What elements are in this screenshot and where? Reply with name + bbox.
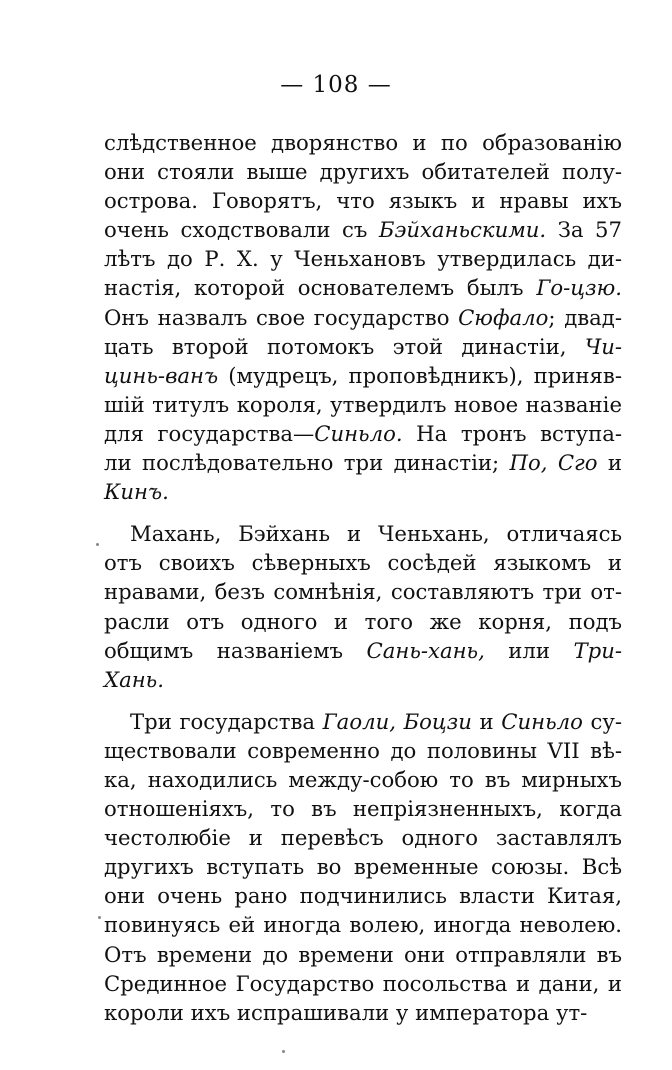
text-segment: нравами, безъ сомнѣнія, составляютъ три от- (104, 579, 622, 605)
text-segment: На тронъ вступа- (402, 420, 622, 446)
text-segment: повинуясь ей иногда волею, иногда неволею. (104, 912, 622, 938)
text-segment: Махань, Бэйхань и Ченьхань, отличаясь (130, 521, 622, 547)
text-segment: короли ихъ испрашивали у императора ут- (104, 999, 588, 1025)
text-segment: острова. Говорятъ, что языкъ и нравы ихъ (104, 188, 622, 214)
text-line (104, 969, 622, 998)
text-line (104, 940, 622, 969)
italic-segment: Три- (573, 637, 622, 663)
italic-segment: Гаоли, Боцзи (322, 708, 472, 734)
print-speck (282, 1050, 285, 1053)
text-segment: Онъ назвалъ свое государство (104, 304, 459, 330)
text-segment: для государства— (104, 420, 315, 446)
text-line (104, 665, 622, 694)
text-line (104, 215, 622, 244)
italic-segment: Кинъ. (104, 479, 169, 505)
text-line (104, 157, 622, 186)
text-segment: очень сходствовали съ (104, 217, 379, 243)
text-line (104, 998, 622, 1027)
italic-segment: Го-цзю. (536, 275, 622, 301)
text-line (104, 519, 622, 548)
paragraph-gap (104, 506, 622, 519)
text-line (104, 419, 622, 448)
text-line (104, 332, 622, 361)
italic-segment: Синьло. (314, 420, 403, 446)
text-line (104, 577, 622, 606)
text-line (104, 794, 622, 823)
text-segment: честолюбіе и перевѣсъ одного заставлялъ (104, 825, 622, 851)
text-line (104, 303, 622, 332)
text-line (104, 448, 622, 477)
text-segment: (мудрецъ, проповѣдникъ), приняв- (218, 362, 622, 388)
italic-segment: Синьло (501, 708, 583, 734)
text-segment: общимъ названіемъ (104, 637, 367, 663)
text-segment: отъ своихъ сѣверныхъ сосѣдей языкомъ и (104, 550, 622, 576)
body-text (104, 128, 622, 1027)
text-line (104, 244, 622, 273)
text-line (104, 186, 622, 215)
text-segment: Срединное Государство посольства и дани, и (104, 970, 622, 996)
text-segment: ществовали современно до половины VII вѣ- (104, 737, 622, 763)
text-segment: и (597, 450, 622, 476)
text-segment: они очень рано подчинились власти Китая, (104, 883, 622, 909)
text-segment: настія, которой основателемъ былъ (104, 275, 537, 301)
text-segment: слѣдственное дворянство и по образованію (104, 130, 622, 155)
text-line (104, 636, 622, 665)
italic-segment: Бэйханьскими. (378, 217, 547, 243)
text-line (104, 707, 622, 736)
italic-segment: Сань-хань, (366, 637, 485, 663)
text-segment: другихъ вступать во временные союзы. Всѣ (104, 854, 622, 880)
italic-segment: Сюфало (458, 304, 549, 330)
text-segment: су- (582, 708, 622, 734)
text-line (104, 548, 622, 577)
text-line (104, 607, 622, 636)
text-segment: и (471, 708, 502, 734)
italic-segment: цинь-ванъ (104, 362, 219, 388)
text-segment: ли послѣдовательно три династіи; (104, 450, 510, 476)
print-speck (98, 916, 101, 919)
text-segment: ; двад- (548, 304, 622, 330)
page-number: — 108 — (280, 72, 392, 98)
text-segment: расли отъ одного и того же корня, подъ (104, 608, 622, 634)
text-segment: За 57 (546, 217, 623, 243)
text-segment: ка, находились между-собою то въ мирныхъ (104, 766, 622, 792)
text-segment: Три государства (130, 708, 323, 734)
italic-segment: Хань. (104, 666, 164, 692)
text-segment: или (484, 637, 574, 663)
paragraph-gap (104, 694, 622, 707)
text-line (104, 823, 622, 852)
text-line (104, 390, 622, 419)
text-line (104, 477, 622, 506)
print-speck (96, 543, 99, 546)
text-segment: они стояли выше другихъ обитателей полу- (104, 159, 622, 185)
text-line (104, 273, 622, 302)
text-line (104, 128, 622, 157)
text-segment: Отъ времени до времени они отправляли въ (104, 941, 622, 967)
text-segment: отношеніяхъ, то въ непріязненныхъ, когда (104, 796, 622, 822)
italic-segment: По, Сго (509, 450, 598, 476)
text-line (104, 910, 622, 939)
text-line (104, 852, 622, 881)
italic-segment: Чи- (584, 333, 622, 359)
text-segment: шій титулъ короля, утвердилъ новое названіе (104, 391, 622, 417)
text-line (104, 881, 622, 910)
text-line (104, 765, 622, 794)
text-segment: лѣтъ до Р. Х. у Ченьхановъ утвердилась ди- (104, 246, 622, 272)
text-line (104, 361, 622, 390)
text-line (104, 736, 622, 765)
text-segment: цать второй потомокъ этой династіи, (104, 333, 585, 359)
